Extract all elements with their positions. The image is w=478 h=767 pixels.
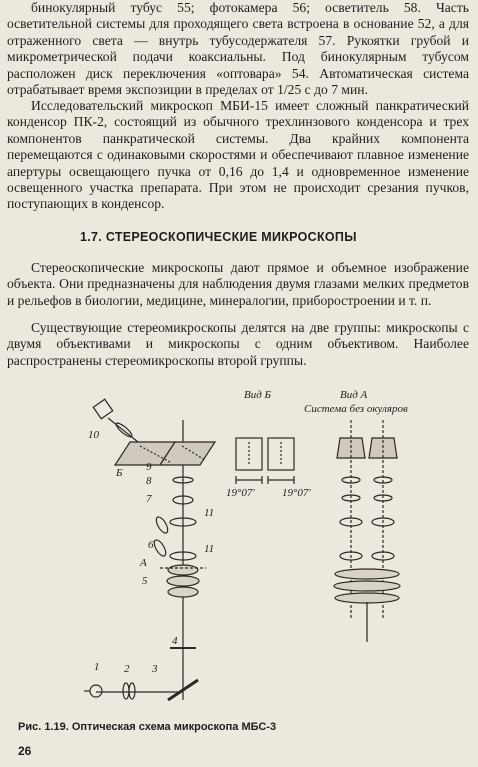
tilted-lens-6	[152, 538, 168, 558]
condenser-lens-2b	[129, 683, 135, 699]
label-6: 6	[148, 539, 154, 551]
section-heading: 1.7. СТЕРЕОСКОПИЧЕСКИЕ МИКРОСКОПЫ	[80, 230, 357, 244]
label-2: 2	[124, 663, 130, 675]
label-11-lower: 11	[204, 543, 215, 555]
eyepiece-lens	[93, 399, 112, 418]
label-b: Б	[116, 467, 123, 479]
label-8: 8	[146, 475, 152, 487]
view-a-objective-3	[335, 593, 399, 603]
objective-lens-1	[168, 565, 198, 575]
label-a: А	[140, 557, 147, 569]
view-a-sublabel: Система без окуляров	[304, 403, 408, 415]
view-b-label: Вид Б	[244, 389, 272, 401]
figure-caption: Рис. 1.19. Оптическая схема микроскопа МБС-3	[18, 721, 277, 733]
label-9: 9	[146, 461, 152, 473]
paragraph-mbi-continued: бинокулярный тубус 55; фотокамера 56; осветитель 58. Часть осветительной системы для проходящего света встроена в основание 52, а для отраженного света — внутрь тубусодержателя 57. Рукоятки грубой и микрометрической подачи коаксиальны. Под бинокулярным тубусом расположен диск переключения «оптовара» 54. Автоматическая система отрабатывает время экспозиции в пределах от 1/25 с до 7 мин.	[7, 0, 469, 98]
view-a-label: Вид А	[340, 389, 368, 401]
label-4: 4	[172, 635, 178, 647]
label-7: 7	[146, 493, 152, 505]
page-number: 26	[18, 744, 32, 758]
lamp-1	[90, 685, 102, 697]
label-11-upper: 11	[204, 507, 215, 519]
tilted-lens-upper	[154, 515, 170, 535]
angle-label-right: 19°07′	[282, 487, 311, 499]
label-10: 10	[88, 429, 99, 441]
angle-label-left: 19°07′	[226, 487, 255, 499]
objective-lens-2	[167, 576, 199, 586]
paragraph-mbi15: Исследовательский микроскоп МБИ-15 имеет сложный панкратический конденсор ПК-2, состоящий из обычного трехлинзового конденсора и трех компонентов панкратической системы. Два крайних компонента перемещаются с одинаковыми скоростями и обеспечивают плавное изменение апертуры освещающего пучка от 0,16 до 1,4 и одновременное изменение освещенного участка препарата. При этом не происходит срезания пучков, поступающих в конденсор.	[7, 98, 469, 212]
condenser-lens-2	[123, 683, 129, 699]
label-5: 5	[142, 575, 148, 587]
view-a-objective-2	[334, 581, 400, 591]
paragraph-stereo-groups: Существующие стереомикроскопы делятся на две группы: микроскопы с двумя объективами и микроскопы с одним объективом. Наиболее распространены стереомикроскопы второй группы.	[7, 320, 469, 368]
label-1: 1	[94, 661, 100, 673]
eyepiece-axis-line	[108, 418, 138, 442]
optical-scheme-figure	[0, 380, 478, 720]
paragraph-stereo-intro: Стереоскопические микроскопы дают прямое и объемное изображение объекта. Они предназначены для наблюдения двумя глазами мелких предметов и рельефов в биологии, медицине, минералогии, приборостроении и т. п.	[7, 260, 469, 308]
objective-lens-3	[168, 587, 198, 597]
label-3: 3	[152, 663, 158, 675]
view-a-objective-1	[335, 569, 399, 579]
